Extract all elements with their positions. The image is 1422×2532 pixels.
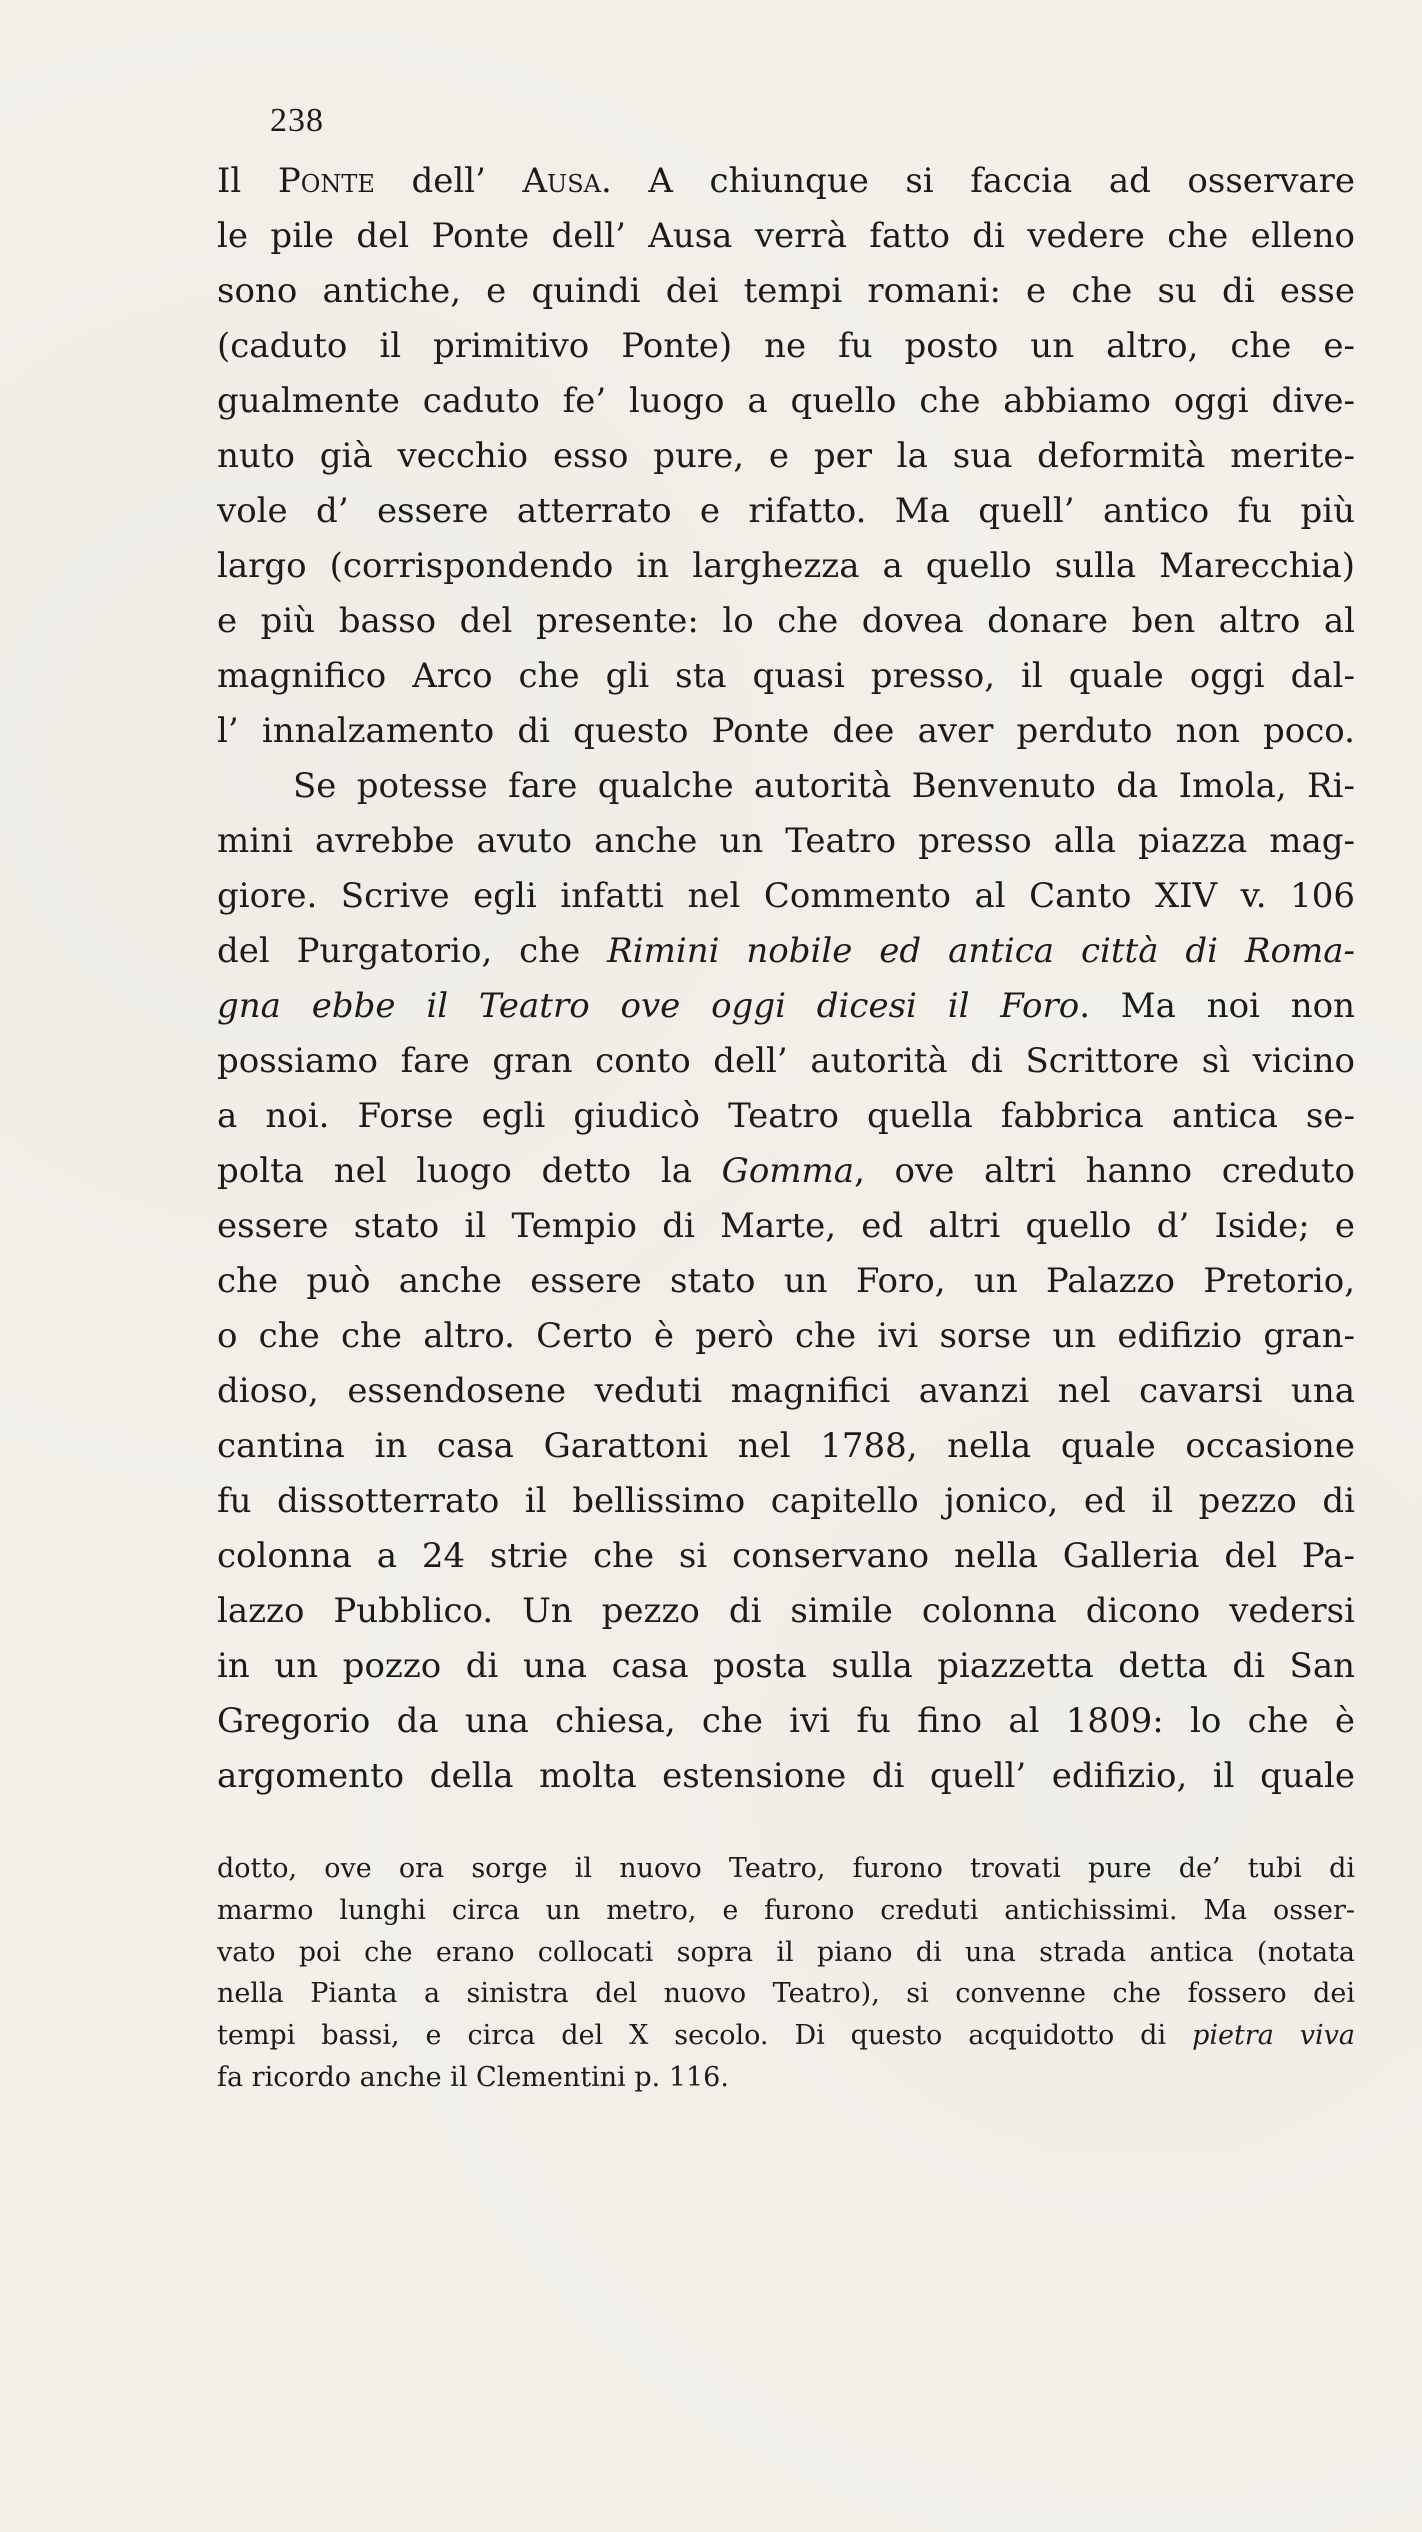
text-line: che può anche essere stato un Foro, un Palazzo Pretorio, <box>217 1261 1355 1301</box>
page-number: 238 <box>270 102 324 139</box>
footnote-line: marmo lunghi circa un metro, e furono creduti antichissimi. Ma osser- <box>217 1894 1355 1926</box>
text-line: magnifico Arco che gli sta quasi presso, il quale oggi dal- <box>217 656 1355 696</box>
text-line: argomento della molta estensione di quell’ edifizio, il quale <box>217 1756 1355 1796</box>
text-line: polta nel luogo detto la Gomma, ove altri hanno creduto <box>217 1151 1355 1191</box>
text-line: Se potesse fare qualche autorità Benvenuto da Imola, Ri- <box>293 766 1355 806</box>
text-line: giore. Scrive egli infatti nel Commento al Canto XIV v. 106 <box>217 876 1355 916</box>
text-line: vole d’ essere atterrato e rifatto. Ma quell’ antico fu più <box>217 491 1355 531</box>
text-line: lazzo Pubblico. Un pezzo di simile colonna dicono vedersi <box>217 1591 1355 1631</box>
text-line: (caduto il primitivo Ponte) ne fu posto un altro, che e- <box>217 326 1355 366</box>
text-line: a noi. Forse egli giudicò Teatro quella fabbrica antica se- <box>217 1096 1355 1136</box>
text-line: gualmente caduto fe’ luogo a quello che abbiamo oggi dive- <box>217 381 1355 421</box>
text-line: essere stato il Tempio di Marte, ed altri quello d’ Iside; e <box>217 1206 1355 1246</box>
text-line: cantina in casa Garattoni nel 1788, nella quale occasione <box>217 1426 1355 1466</box>
footnote-line: dotto, ove ora sorge il nuovo Teatro, furono trovati pure de’ tubi di <box>217 1853 1355 1884</box>
footnote <box>217 1848 1355 2099</box>
footnote-line: tempi bassi, e circa del X secolo. Di questo acquidotto di pietra viva <box>217 2020 1355 2052</box>
text-line: sono antiche, e quindi dei tempi romani: e che su di esse <box>217 271 1355 311</box>
text-line: fu dissotterrato il bellissimo capitello jonico, ed il pezzo di <box>217 1481 1355 1521</box>
text-line: le pile del Ponte dell’ Ausa verrà fatto di vedere che elleno <box>217 216 1355 256</box>
text-line: dioso, essendosene veduti magnifici avanzi nel cavarsi una <box>217 1371 1355 1411</box>
text-line: largo (corrispondendo in larghezza a quello sulla Marecchia) <box>217 546 1355 586</box>
text-line: in un pozzo di una casa posta sulla piazzetta detta di San <box>217 1646 1355 1686</box>
text-line: Il Ponte dell’ Ausa. A chiunque si faccia ad osservare <box>217 161 1355 201</box>
text-line: mini avrebbe avuto anche un Teatro presso alla piazza mag- <box>217 821 1355 861</box>
text-line: colonna a 24 strie che si conservano nella Galleria del Pa- <box>217 1536 1355 1576</box>
text-line: gna ebbe il Teatro ove oggi dicesi il Foro. Ma noi non <box>217 986 1355 1026</box>
text-line: Gregorio da una chiesa, che ivi fu fino al 1809: lo che è <box>217 1701 1355 1741</box>
footnote-line: vato poi che erano collocati sopra il piano di una strada antica (notata <box>217 1936 1355 1968</box>
text-line: e più basso del presente: lo che dovea donare ben altro al <box>217 601 1355 641</box>
main-text <box>217 154 1355 1804</box>
text-line: o che che altro. Certo è però che ivi sorse un edifizio gran- <box>217 1316 1355 1356</box>
footnote-line: nella Pianta a sinistra del nuovo Teatro), si convenne che fossero dei <box>217 1978 1355 2010</box>
text-line: l’ innalzamento di questo Ponte dee aver perduto non poco. <box>217 711 1355 751</box>
text-line: nuto già vecchio esso pure, e per la sua deformità merite- <box>217 436 1355 476</box>
footnote-line: fa ricordo anche il Clementini p. 116. <box>217 2061 729 2093</box>
text-line: del Purgatorio, che Rimini nobile ed antica città di Roma- <box>217 931 1355 971</box>
text-line: possiamo fare gran conto dell’ autorità di Scrittore sì vicino <box>217 1041 1355 1081</box>
